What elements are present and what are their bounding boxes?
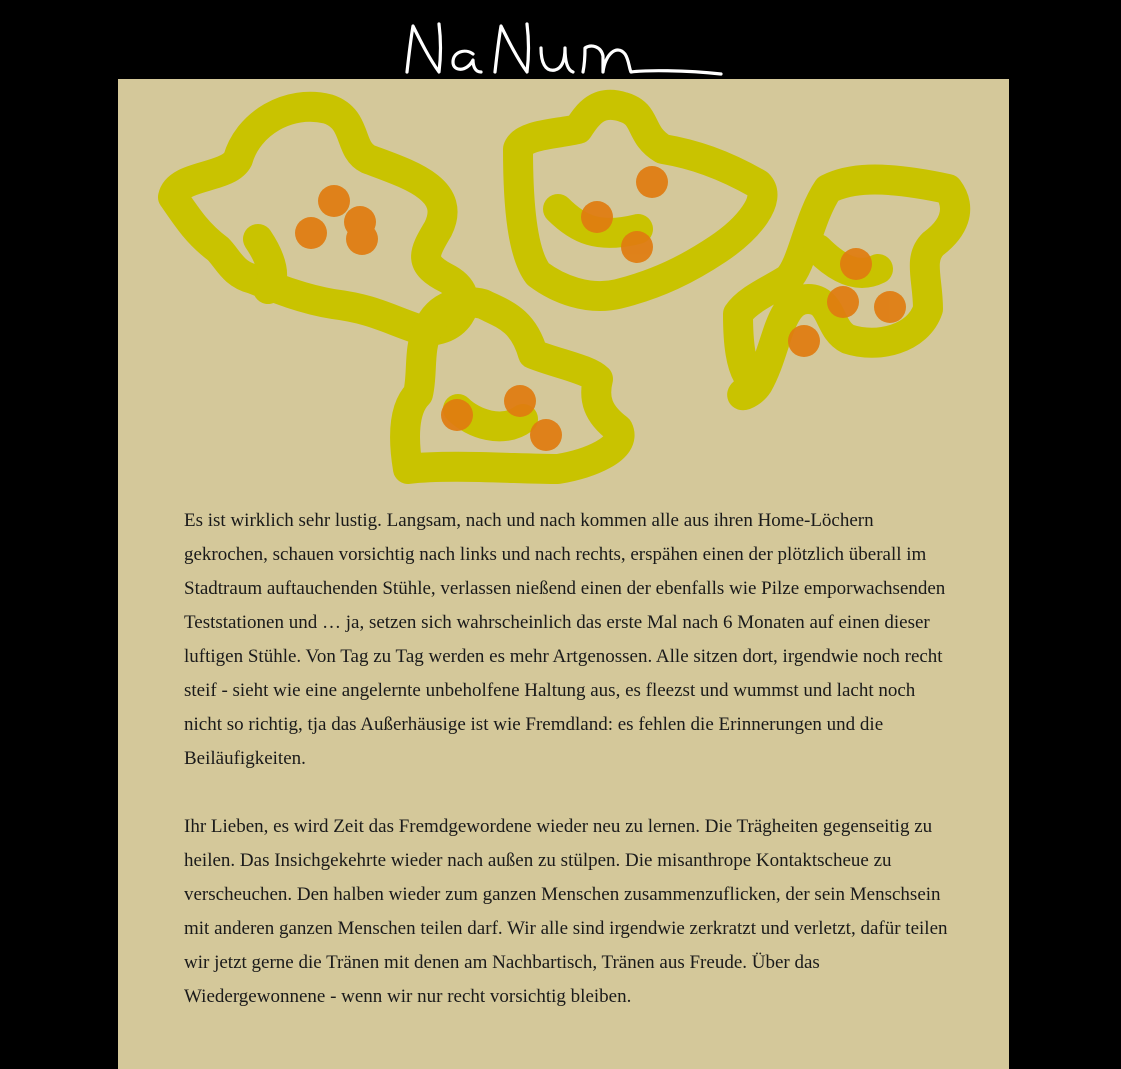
site-header: [0, 0, 1121, 80]
article-body: [184, 504, 954, 1048]
nanum-logo[interactable]: [395, 14, 735, 84]
article-card: [118, 79, 1009, 1069]
paragraph-2: Ihr Lieben, es wird Zeit das Fremdgewordene wieder neu zu lernen. Die Trägheiten gegenseitig zu heilen. Das Insichgekehrte wieder nach außen zu stülpen. Die misanthrope Kontaktscheue zu verscheuchen. Den halben wieder zum ganzen Menschen zusammenzuflicken, der sein Menschsein mit anderen ganzen Menschen teilen darf. Wir alle sind irgendwie zerkratzt und verletzt, dafür teilen wir jetzt gerne die Tränen mit denen am Nachbartisch, Tränen aus Freude. Über das Wiedergewonnene - wenn wir nur recht vorsichtig bleiben.: [184, 816, 948, 1007]
abstract-flower-blobs-icon: [118, 79, 1009, 489]
paragraph-1: Es ist wirklich sehr lustig. Langsam, nach und nach kommen alle aus ihren Home-Löchern gekrochen, schauen vorsichtig nach links und nach rechts, erspähen einen der plötzlich überall im Stadtraum auftauchenden Stühle, verlassen nießend einen der ebenfalls wie Pilze emporwachsenden Teststationen und … ja, setzen sich wahrscheinlich das erste Mal nach 6 Monaten auf einen dieser luftigen Stühle. Von Tag zu Tag werden es mehr Artgenossen. Alle sitzen dort, irgendwie noch recht steif - sieht wie eine angelernte unbeholfene Haltung aus, es fleezst und wummst und lacht noch nicht so richtig, tja das Außerhäusige ist wie Fremdland: es fehlen die Erinnerungen und die Beiläufigkeiten.: [184, 510, 946, 769]
